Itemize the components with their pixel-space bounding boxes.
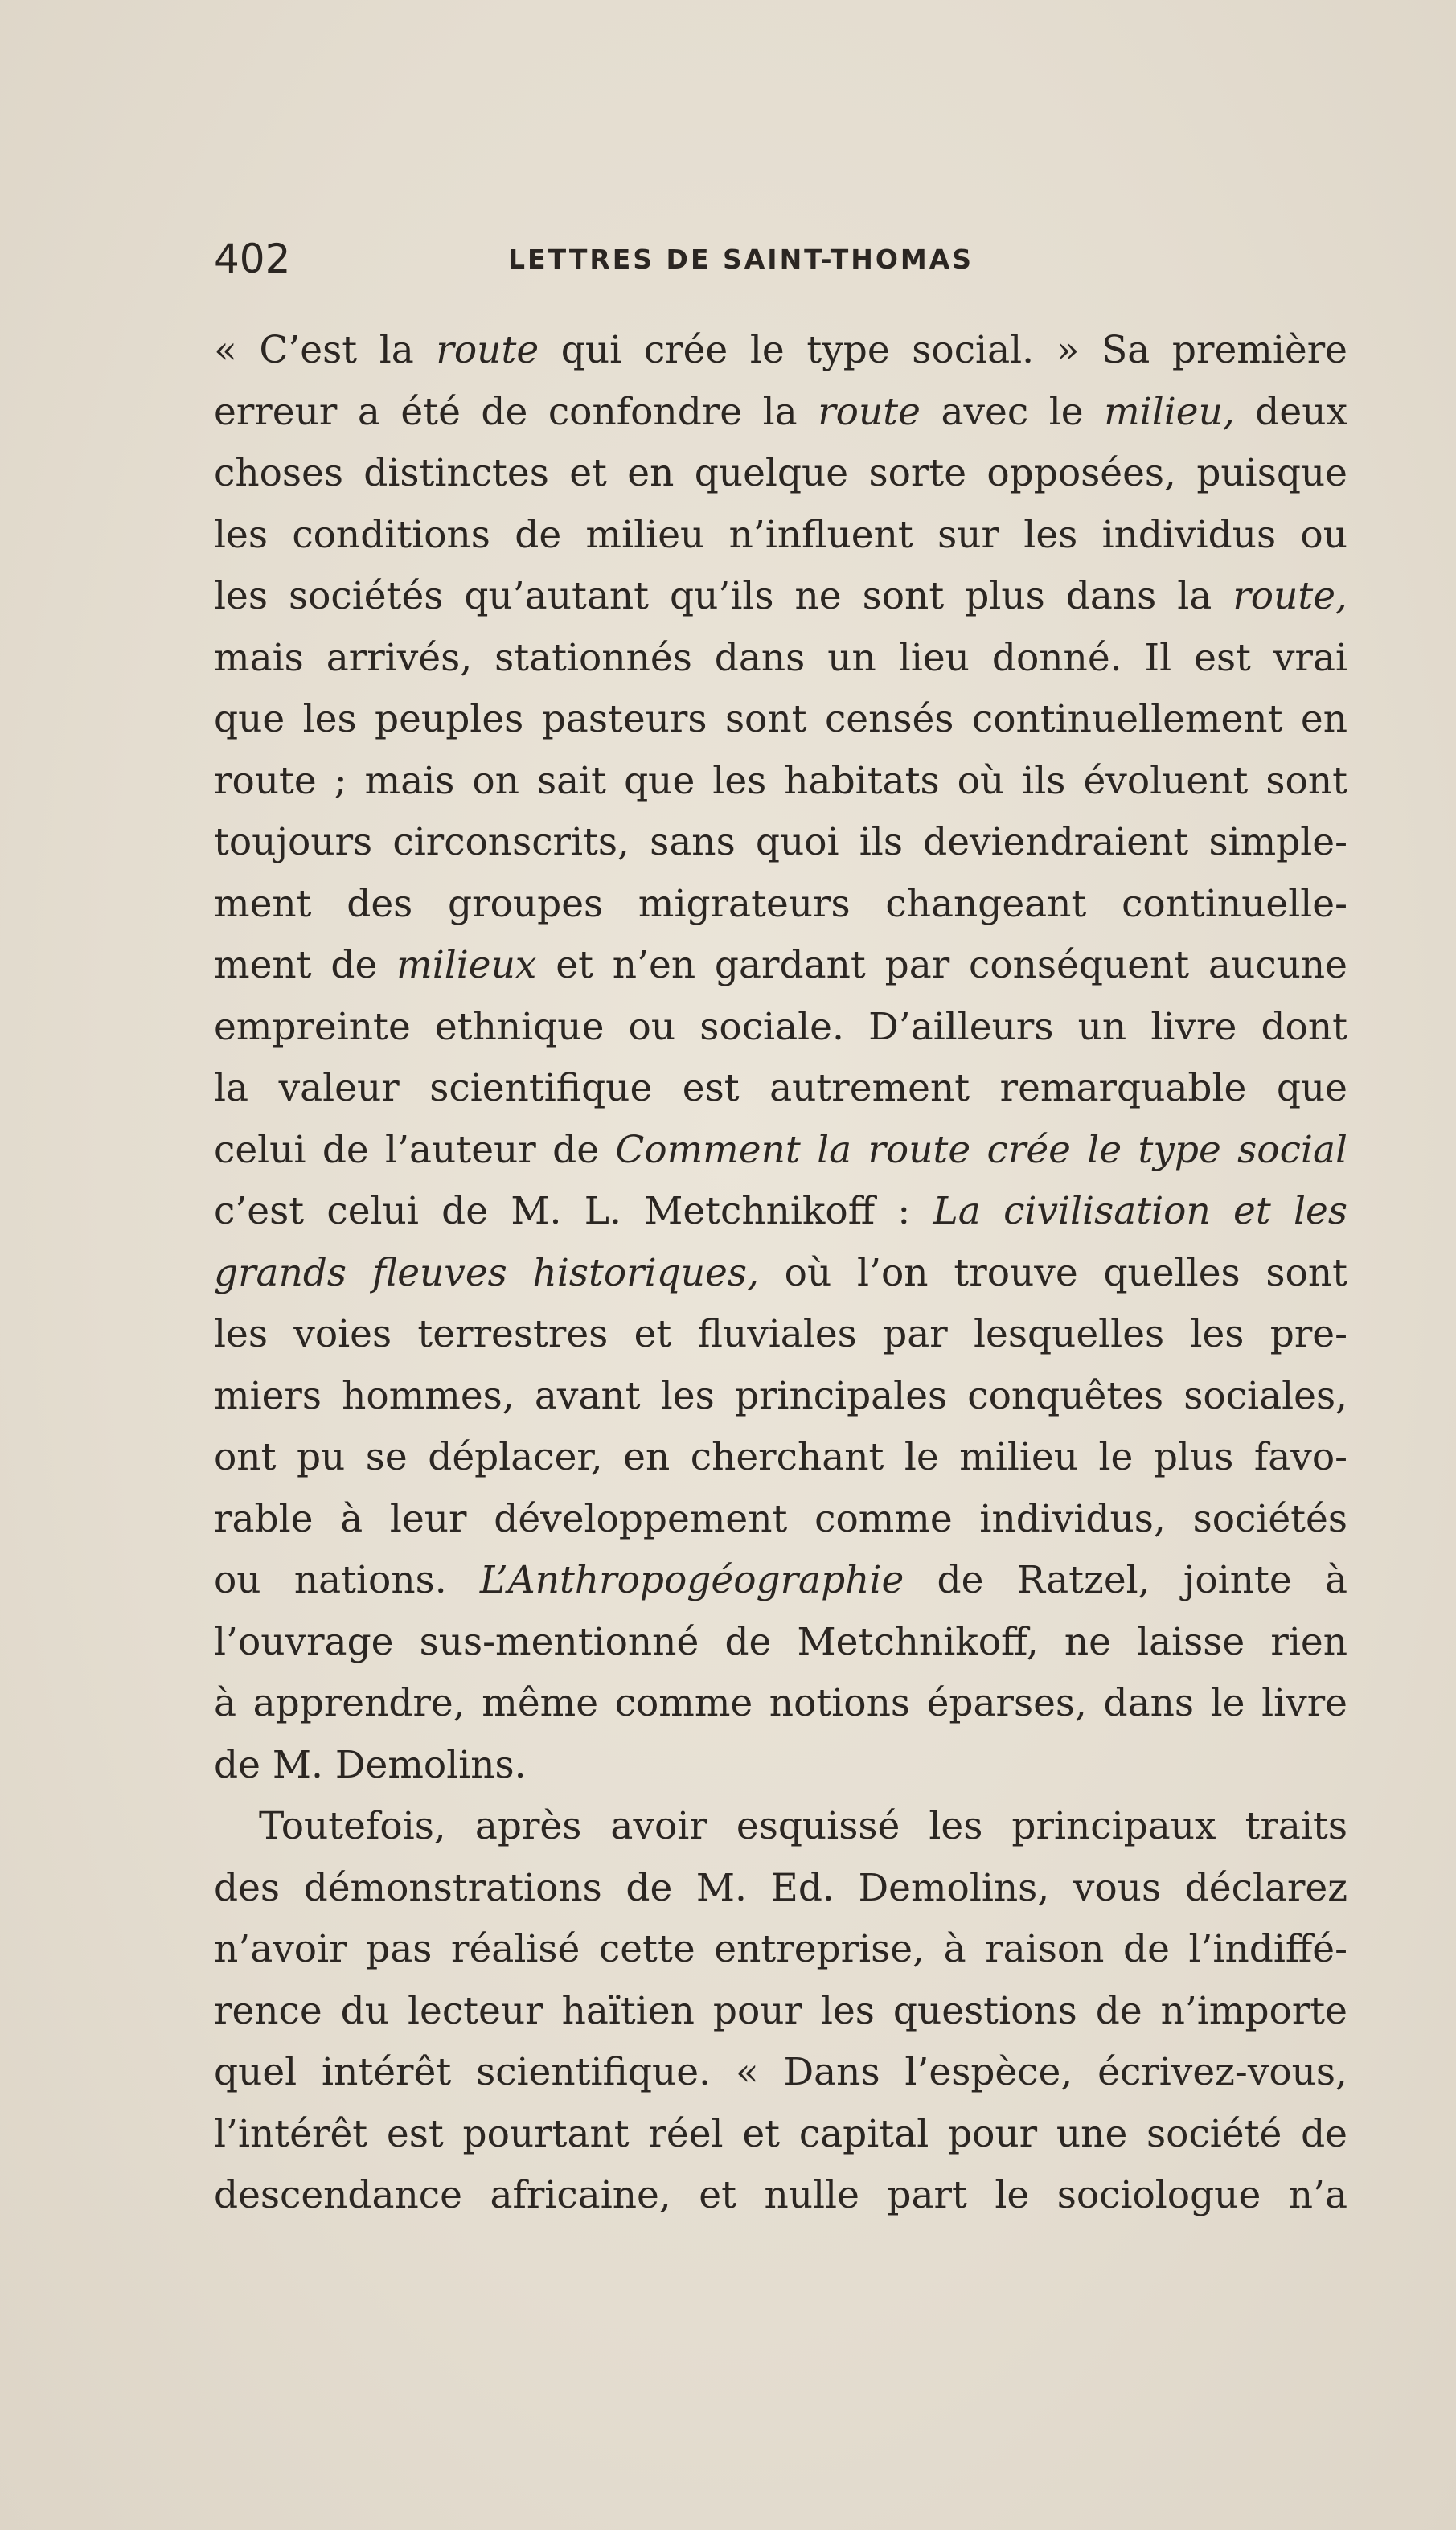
text-line: n’avoir pas réalisé cette entreprise, à raison de l’indiffé-	[214, 1927, 1347, 1971]
text-line: que les peuples pasteurs sont censés continuellement en	[214, 697, 1347, 741]
text-line: les conditions de milieu n’influent sur les individus ou	[214, 512, 1347, 557]
text-line: ment des groupes migrateurs changeant continuelle-	[214, 881, 1347, 926]
text-line: erreur a été de confondre la route avec le milieu, deux	[214, 389, 1347, 434]
text-line: de M. Demolins.	[214, 1742, 527, 1787]
text-line: l’intérêt est pourtant réel et capital pour une société de	[214, 2111, 1347, 2156]
page-header	[214, 235, 1347, 283]
page-number: 402	[214, 236, 291, 282]
text-line: grands fleuves historiques, où l’on trouve quelles sont	[214, 1250, 1347, 1295]
text-line: à apprendre, même comme notions éparses, dans le livre	[214, 1681, 1347, 1725]
text-line: des démonstrations de M. Ed. Demolins, vous déclarez	[214, 1865, 1347, 1910]
text-line: quel intérêt scientifique. « Dans l’espèce, écrivez-vous,	[214, 2050, 1347, 2094]
text-line: choses distinctes et en quelque sorte opposées, puisque	[214, 451, 1347, 495]
text-line: rence du lecteur haïtien pour les questions de n’importe	[214, 1988, 1347, 2033]
text-line: « C’est la route qui crée le type social. » Sa première	[214, 328, 1347, 372]
text-line: ont pu se déplacer, en cherchant le milieu le plus favo-	[214, 1435, 1347, 1479]
text-line: mais arrivés, stationnés dans un lieu donné. Il est vrai	[214, 635, 1347, 680]
text-line: rable à leur développement comme individus, sociétés	[214, 1496, 1347, 1541]
text-line: Toutefois, après avoir esquissé les principaux traits	[259, 1804, 1347, 1848]
text-line: c’est celui de M. L. Metchnikoff : La civilisation et les	[214, 1189, 1347, 1233]
text-line: ou nations. L’Anthropogéographie de Ratzel, jointe à	[214, 1558, 1347, 1602]
text-line: empreinte ethnique ou sociale. D’ailleurs un livre dont	[214, 1004, 1347, 1049]
text-line: les voies terrestres et fluviales par lesquelles les pre-	[214, 1312, 1347, 1356]
running-head: LETTRES DE SAINT-THOMAS	[508, 244, 974, 275]
text-line: toujours circonscrits, sans quoi ils deviendraient simple-	[214, 820, 1347, 864]
text-line: ment de milieux et n’en gardant par conséquent aucune	[214, 943, 1348, 987]
text-line: celui de l’auteur de Comment la route crée le type social	[214, 1127, 1347, 1172]
text-line: route ; mais on sait que les habitats où ils évoluent sont	[214, 758, 1347, 803]
text-line: la valeur scientifique est autrement remarquable que	[214, 1066, 1347, 1110]
text-line: descendance africaine, et nulle part le sociologue n’a	[214, 2173, 1347, 2217]
text-line: miers hommes, avant les principales conquêtes sociales,	[214, 1373, 1347, 1418]
body-text	[214, 320, 1347, 2227]
text-line: l’ouvrage sus-mentionné de Metchnikoff, ne laisse rien	[214, 1619, 1347, 1664]
text-line: les sociétés qu’autant qu’ils ne sont plus dans la route,	[214, 574, 1347, 618]
